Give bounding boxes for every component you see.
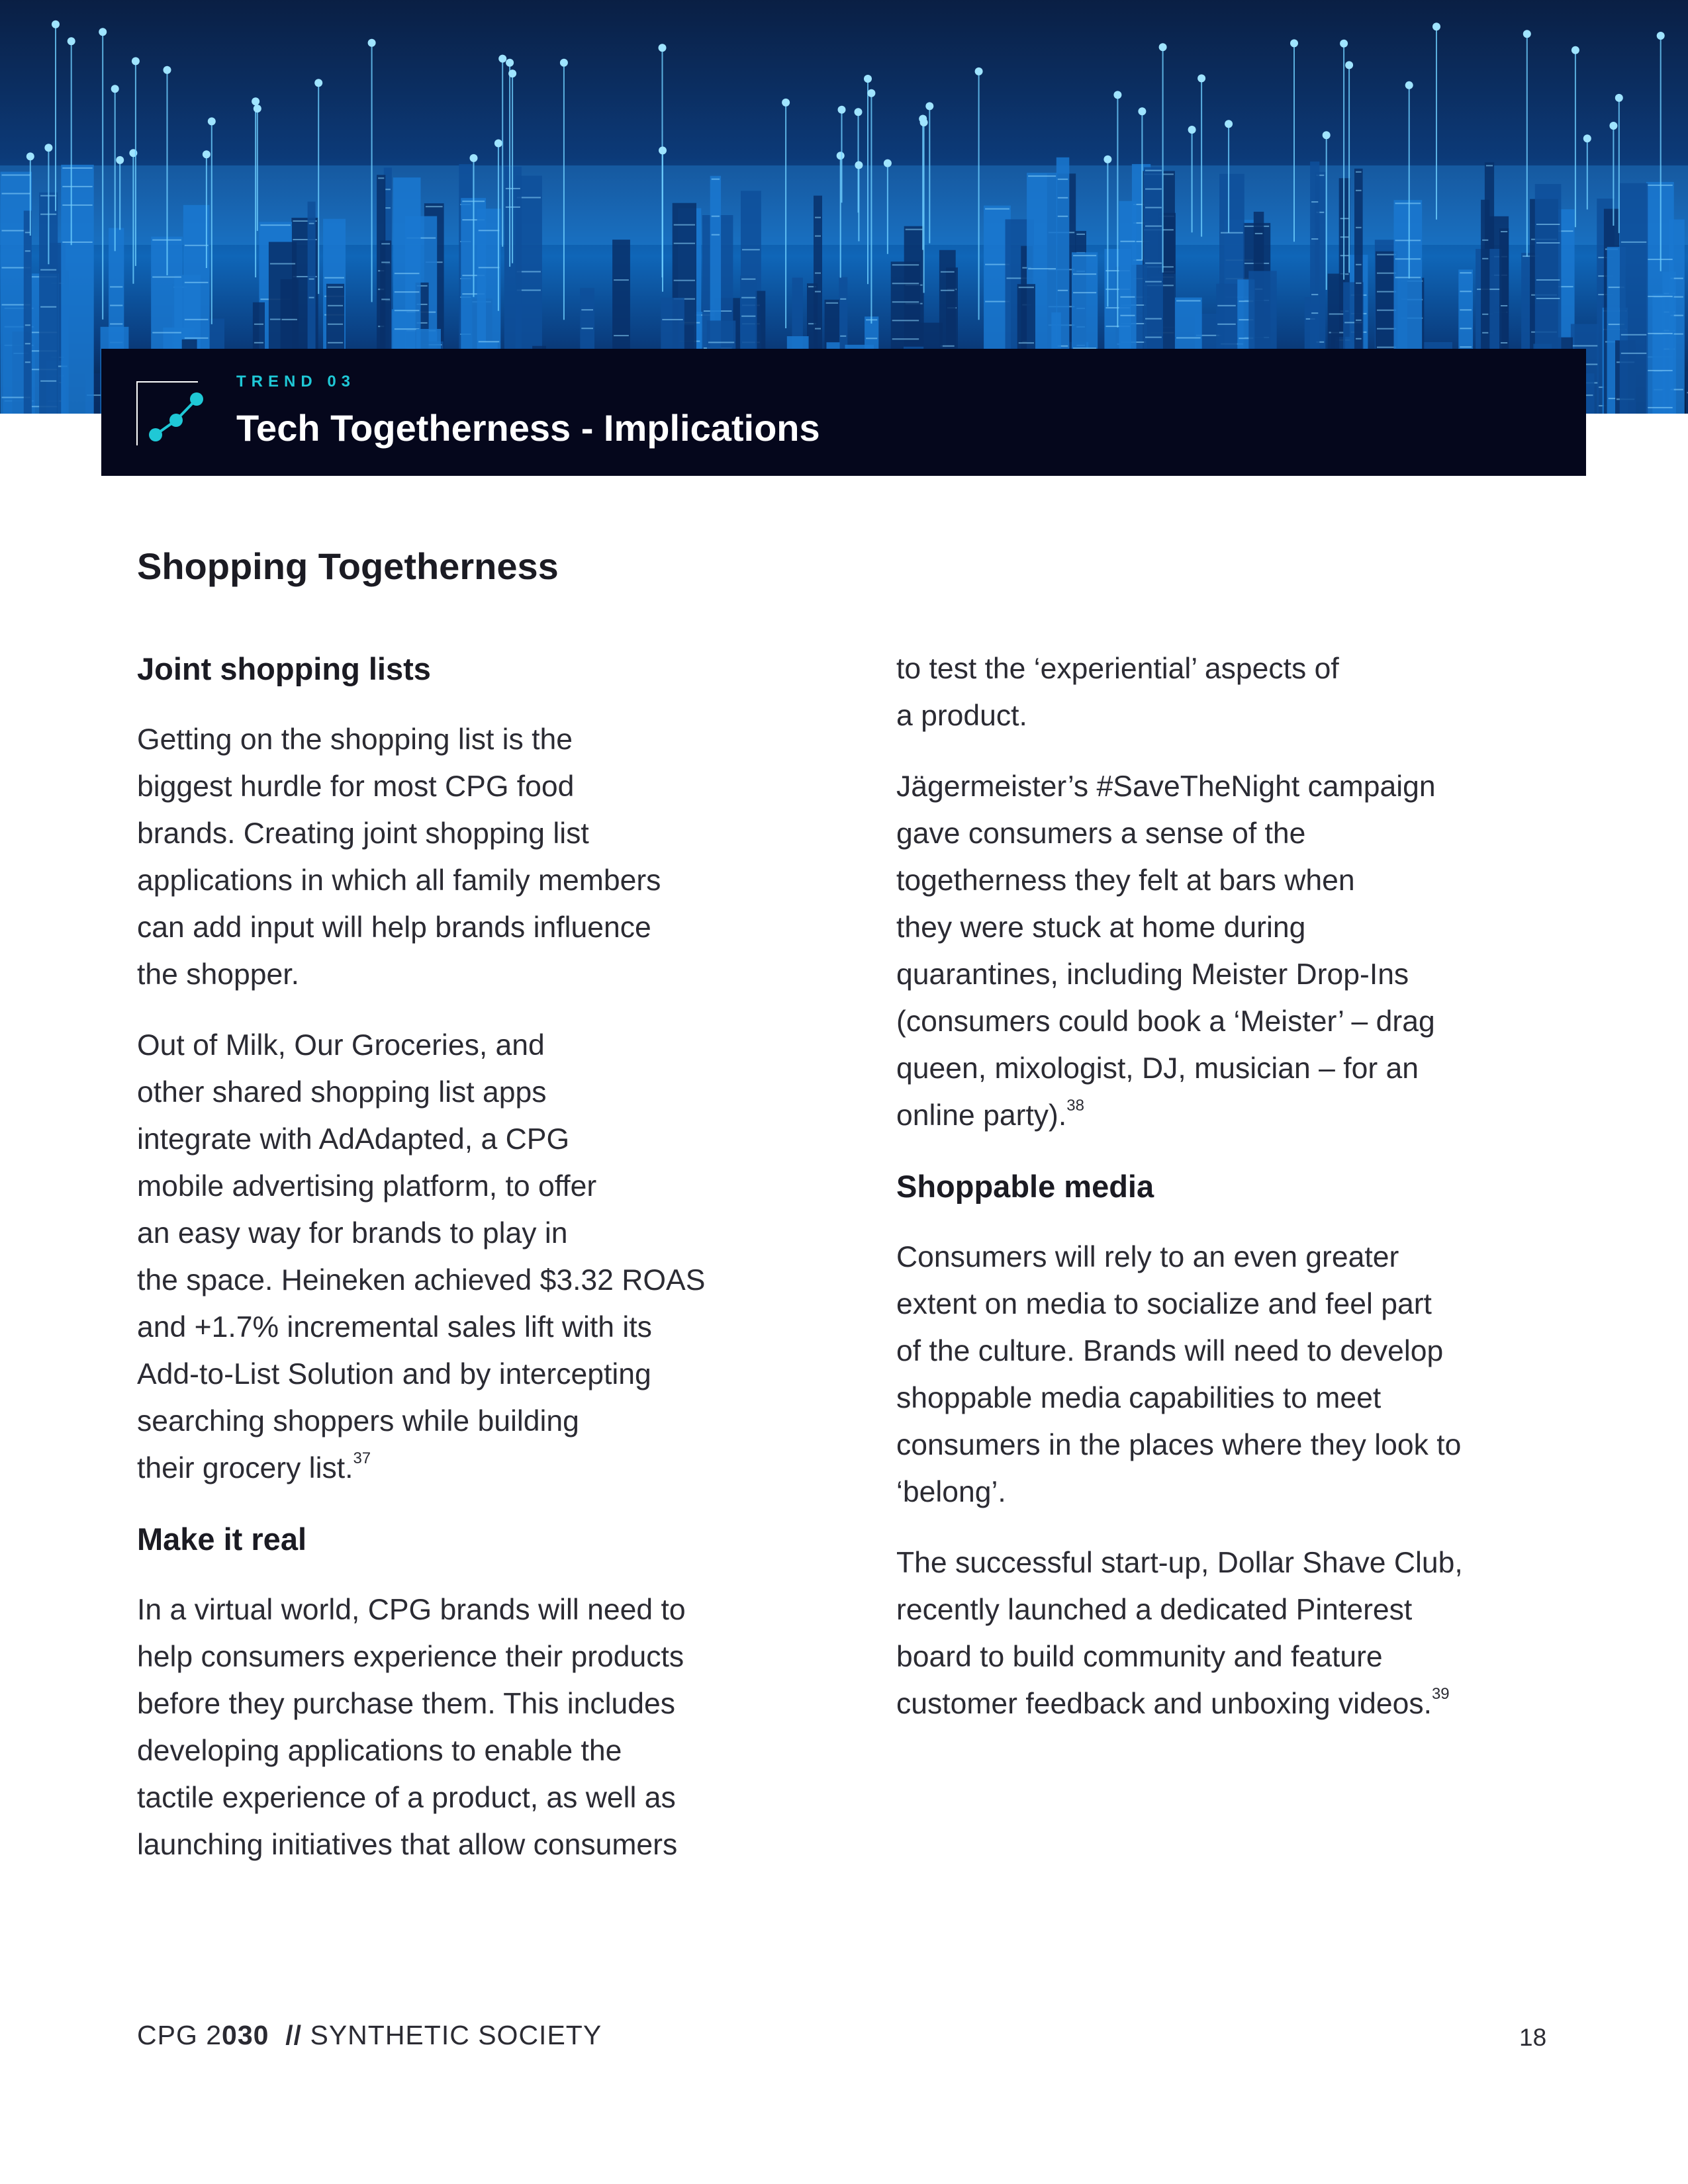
text-line: Consumers will rely to an even greater [896,1241,1399,1273]
text-line: before they purchase them. This includes [137,1688,675,1720]
brand-year: 030 [222,2020,269,2050]
text-line: biggest hurdle for most CPG food [137,770,575,803]
text-line: they were stuck at home during [896,911,1306,944]
text-line: developing applications to enable the [137,1735,622,1767]
text-line [896,1092,1558,1139]
text-line: searching shoppers while building [137,1405,579,1437]
text-line: launching initiatives that allow consumers [137,1829,678,1861]
paragraph [896,1234,1558,1516]
trend-graph-icon [134,379,206,445]
text-fragment: their grocery list. [137,1452,353,1484]
footnote-ref: 38 [1066,1097,1084,1115]
text-line: Getting on the shopping list is the [137,723,573,756]
title-banner [101,349,1586,476]
text-line: recently launched a dedicated Pinterest [896,1594,1413,1626]
paragraph [137,1022,799,1492]
brand-prefix: CPG 2 [137,2020,222,2050]
page-number: 18 [1519,2024,1547,2051]
text-line [137,1445,799,1492]
text-line: ‘belong’. [896,1476,1006,1508]
text-line: mobile advertising platform, to offer [137,1170,597,1203]
text-line [896,1680,1558,1727]
text-line: can add input will help brands influence [137,911,651,944]
text-line: consumers in the places where they look to [896,1429,1462,1461]
text-line: In a virtual world, CPG brands will need to [137,1594,686,1626]
paragraph [896,763,1558,1139]
text-line: the shopper. [137,958,299,991]
right-column [896,645,1558,1751]
text-line: help consumers experience their products [137,1641,684,1673]
paragraph [137,716,799,998]
left-column [137,645,799,1892]
text-line: quarantines, including Meister Drop-Ins [896,958,1409,991]
text-line: queen, mixologist, DJ, musician – for an [896,1052,1419,1085]
text-line: extent on media to socialize and feel part [896,1288,1432,1320]
text-line: applications in which all family members [137,864,661,897]
subheading-shoppable-media: Shoppable media [896,1169,1154,1204]
text-line: togetherness they felt at bars when [896,864,1355,897]
text-fragment: customer feedback and unboxing videos. [896,1688,1432,1720]
text-line: the space. Heineken achieved $3.32 ROAS [137,1264,706,1297]
text-line: The successful start-up, Dollar Shave Club, [896,1547,1463,1579]
brand-separator: // [285,2020,303,2050]
footnote-ref: 37 [353,1449,371,1467]
page-title: Tech Togetherness - Implications [236,407,820,449]
text-line: brands. Creating joint shopping list [137,817,589,850]
text-line: (consumers could book a ‘Meister’ – drag [896,1005,1435,1038]
text-line: and +1.7% incremental sales lift with its [137,1311,652,1343]
text-line: Jägermeister’s #SaveTheNight campaign [896,770,1436,803]
text-line: to test the ‘experiential’ aspects of [896,653,1339,685]
text-line: Out of Milk, Our Groceries, and [137,1029,545,1062]
paragraph [137,1586,799,1868]
paragraph [896,645,1558,739]
subheading-make-it-real: Make it real [137,1522,307,1557]
text-line: a product. [896,700,1027,732]
paragraph [896,1539,1558,1727]
text-line: gave consumers a sense of the [896,817,1306,850]
text-line: an easy way for brands to play in [137,1217,568,1250]
brand-subtitle: SYNTHETIC SOCIETY [310,2020,602,2050]
text-line: shoppable media capabilities to meet [896,1382,1382,1414]
text-line: integrate with AdAdapted, a CPG [137,1123,570,1156]
footnote-ref: 39 [1431,1685,1450,1703]
section-heading: Shopping Togetherness [137,545,559,587]
text-line: Add-to-List Solution and by intercepting [137,1358,651,1390]
text-fragment: online party). [896,1099,1067,1132]
text-line: of the culture. Brands will need to develop [896,1335,1444,1367]
subheading-joint-lists: Joint shopping lists [137,651,431,686]
text-line: board to build community and feature [896,1641,1383,1673]
text-line: tactile experience of a product, as well as [137,1782,676,1814]
footer-brand [137,2020,602,2051]
text-line: other shared shopping list apps [137,1076,547,1109]
trend-label: TREND 03 [236,373,356,390]
